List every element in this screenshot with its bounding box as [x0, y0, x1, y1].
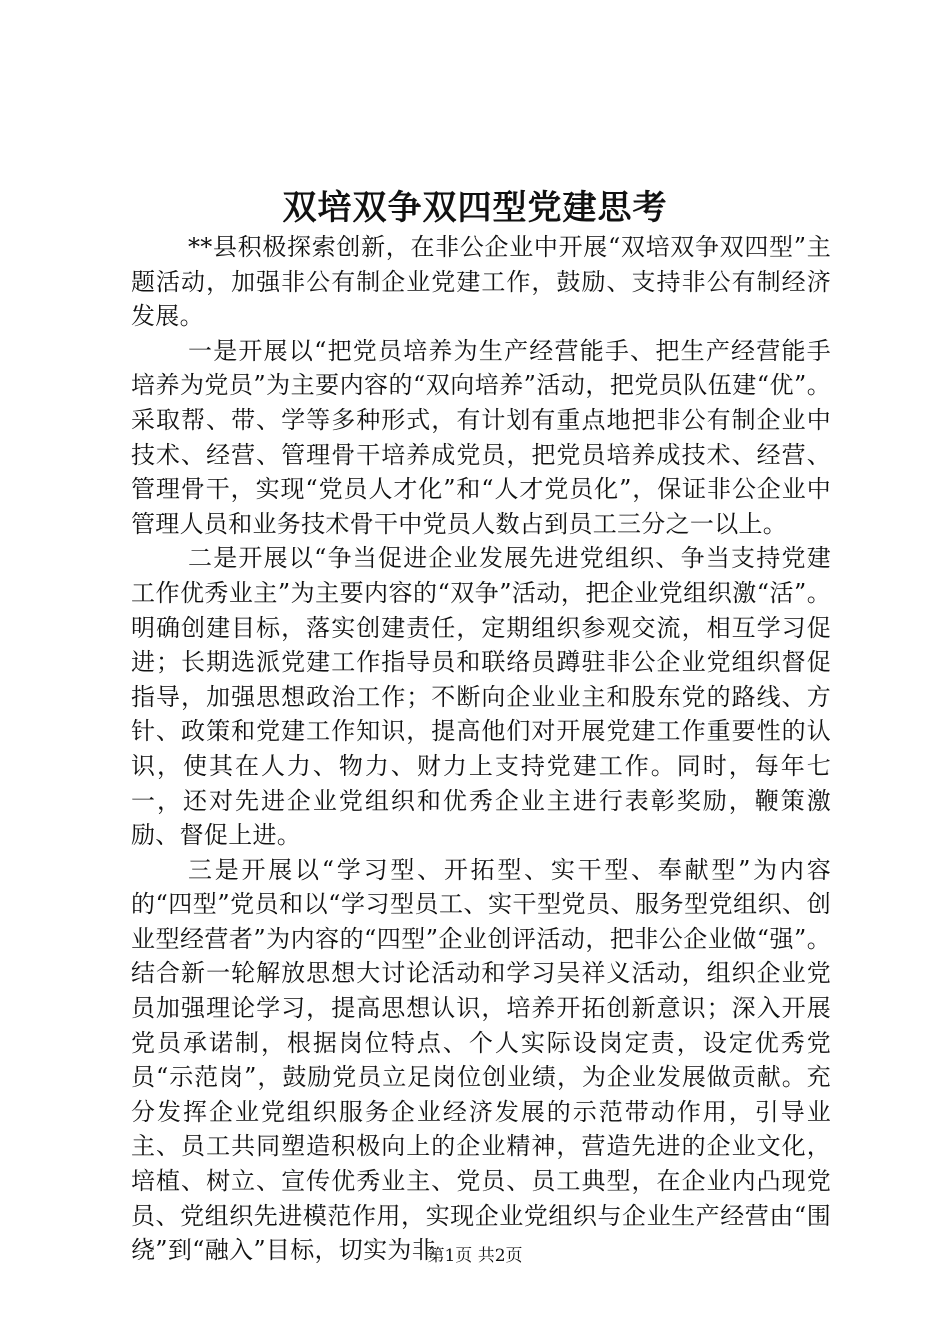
page-number-footer: 第1页 共2页 — [427, 1246, 523, 1266]
paragraph-two: 二是开展以“争当促进企业发展先进党组织、争当支持党建工作优秀业主”为主要内容的“双争”活动，把企业党组织激“活”。明确创建目标，落实创建责任，定期组织参观交流，相互学习促进；长期选派党建工作指导员和联络员蹲驻非公企业党组织督促指导，加强思想政治工作；不断向企业业主和股东党的路线、方针、政策和党建工作知识，提高他们对开展党建工作重要性的认识，使其在人力、物力、财力上支持党建工作。同时，每年七一，还对先进企业党组织和优秀企业主进行表彰奖励，鞭策激励、督促上进。 — [131, 544, 831, 850]
paragraph-intro: **县积极探索创新，在非公企业中开展“双培双争双四型”主题活动，加强非公有制企业党建工作，鼓励、支持非公有制经济发展。 — [131, 233, 831, 331]
document-title: 双培双争双四型党建思考 — [282, 188, 668, 228]
paragraph-three: 三是开展以“学习型、开拓型、实干型、奉献型”为内容的“四型”党员和以“学习型员工、实干型党员、服务型党组织、创业型经营者”为内容的“四型”企业创评活动，把非公企业做“强”。结合新一轮解放思想大讨论活动和学习吴祥义活动，组织企业党员加强理论学习，提高思想认识，培养开拓创新意识；深入开展党员承诺制，根据岗位特点、个人实际设岗定责，设定优秀党员“示范岗”，鼓励党员立足岗位创业绩，为企业发展做贡献。充分发挥企业党组织服务企业经济发展的示范带动作用，引导业主、员工共同塑造积极向上的企业精神，营造先进的企业文化，培植、树立、宣传优秀业主、党员、员工典型，在企业内凸现党员、党组织先进模范作用，实现企业党组织与企业生产经营由“围绕”到“融入”目标，切实为非 — [131, 855, 831, 1265]
paragraph-one: 一是开展以“把党员培养为生产经营能手、把生产经营能手培养为党员”为主要内容的“双向培养”活动，把党员队伍建“优”。采取帮、带、学等多种形式，有计划有重点地把非公有制企业中技术、经营、管理骨干培养成党员，把党员培养成技术、经营、管理骨干，实现“党员人才化”和“人才党员化”，保证非公企业中管理人员和业务技术骨干中党员人数占到员工三分之一以上。 — [131, 336, 831, 538]
document-body — [131, 230, 831, 1268]
